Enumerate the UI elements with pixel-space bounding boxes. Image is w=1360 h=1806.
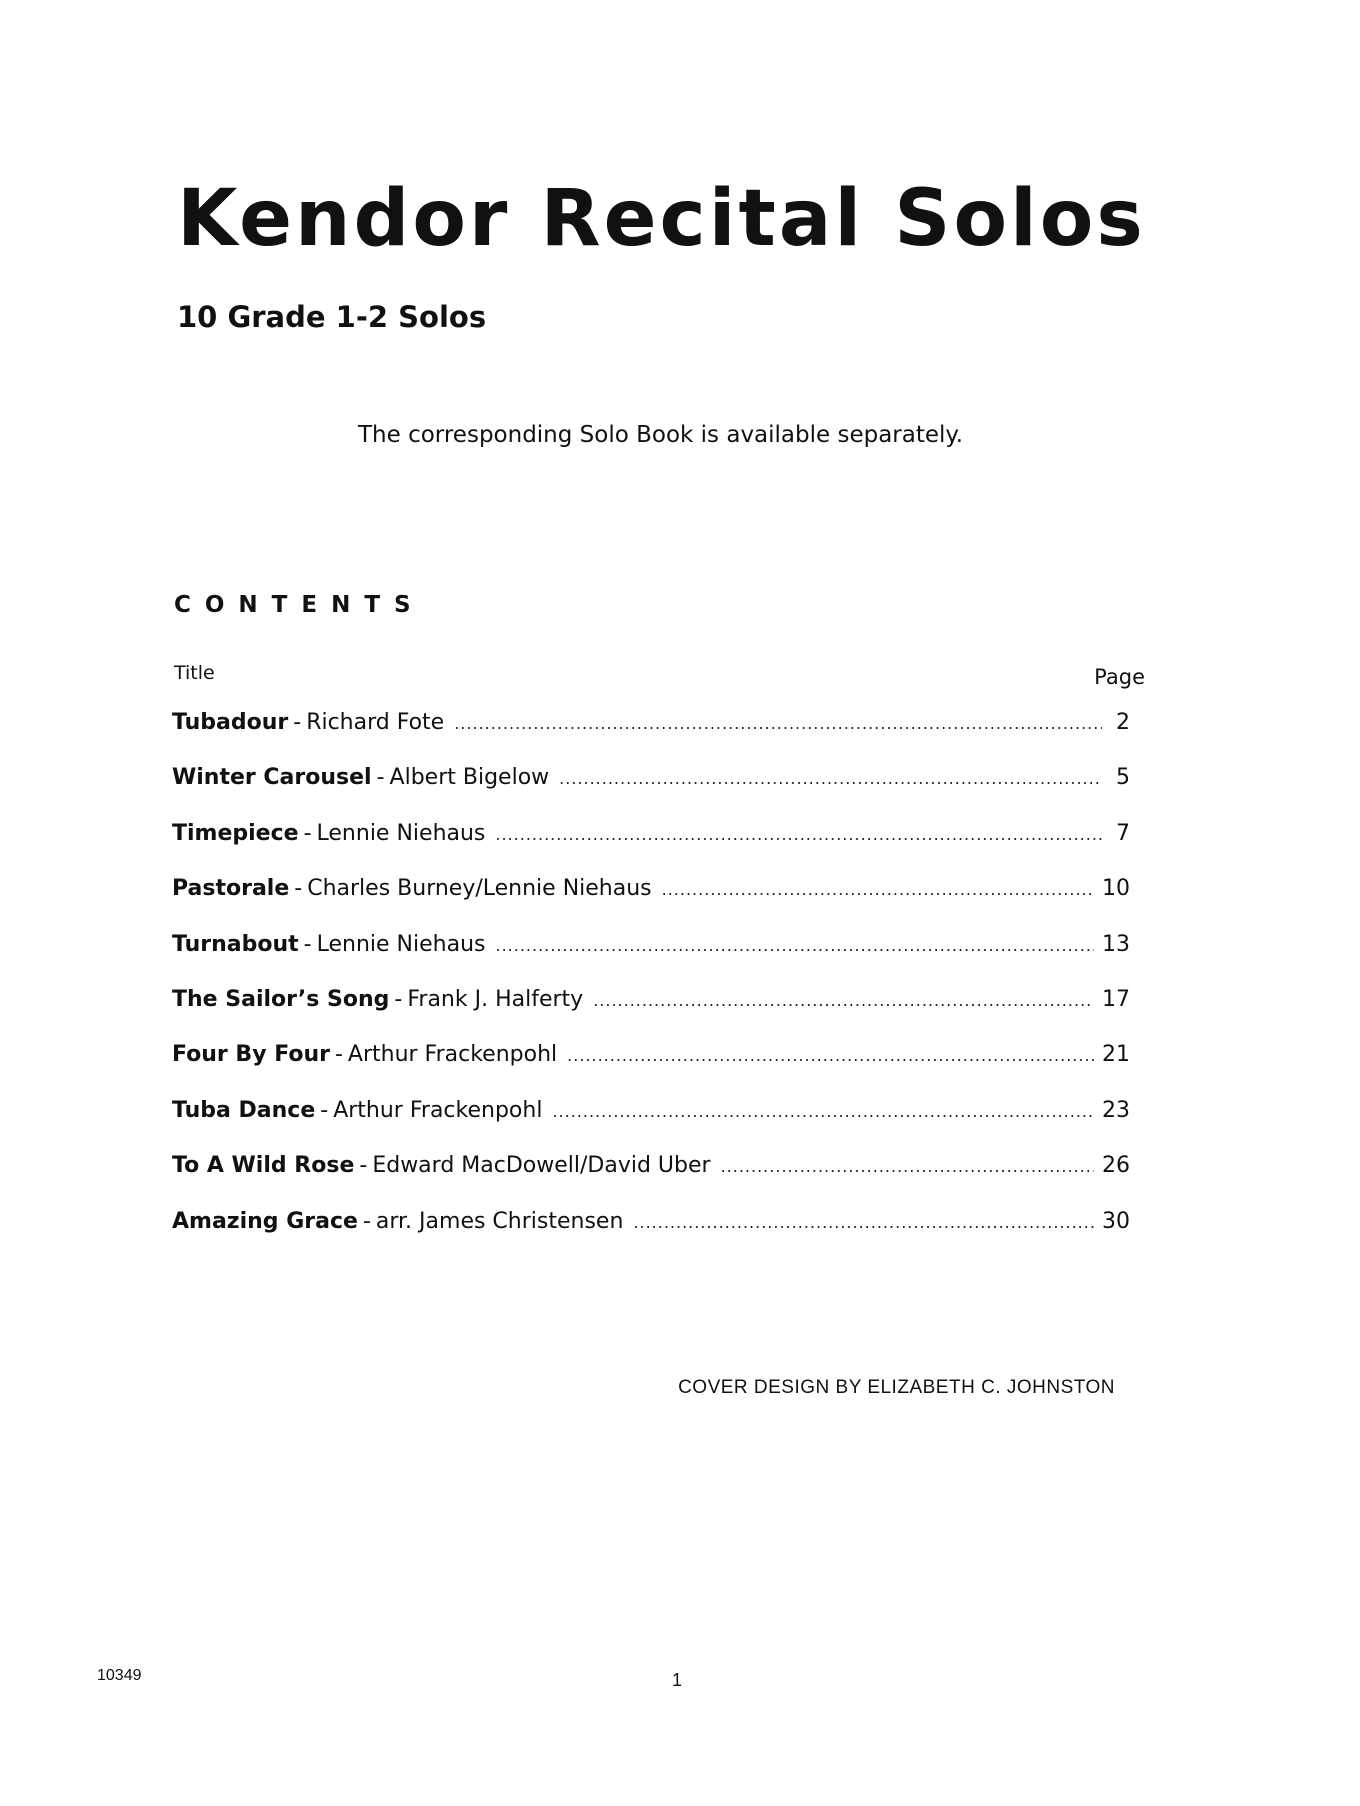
- entry-title: Four By Four: [172, 1042, 330, 1068]
- entry-composer: arr. James Christensen: [375, 1208, 624, 1234]
- dot-leader: [559, 769, 1102, 788]
- entry-page-number: 17: [1102, 986, 1130, 1012]
- page-title: Kendor Recital Solos: [177, 174, 1146, 264]
- entry-title: Pastorale: [172, 876, 290, 902]
- dot-leader: [454, 714, 1102, 733]
- contents-list: [172, 710, 1130, 1264]
- contents-entry: [172, 1209, 1130, 1264]
- dot-leader: [567, 1046, 1094, 1065]
- entry-page-number: 26: [1102, 1153, 1130, 1179]
- dot-leader: [593, 991, 1094, 1010]
- contents-column-title: Title: [174, 662, 215, 684]
- contents-entry: [172, 1153, 1130, 1208]
- contents-entry: [172, 932, 1130, 987]
- entry-composer: Albert Bigelow: [389, 765, 550, 791]
- entry-separator: -: [359, 1153, 368, 1179]
- entry-separator: -: [303, 931, 312, 957]
- dot-leader: [633, 1213, 1094, 1232]
- contents-column-page: Page: [1094, 665, 1145, 689]
- entry-separator: -: [303, 820, 312, 846]
- cover-design-credit: COVER DESIGN BY ELIZABETH C. JOHNSTON: [678, 1377, 1115, 1398]
- entry-title: Winter Carousel: [172, 765, 372, 791]
- page-number: 1: [672, 1670, 683, 1690]
- entry-separator: -: [362, 1208, 371, 1234]
- contents-entry: [172, 1042, 1130, 1097]
- entry-composer: Lennie Niehaus: [316, 820, 486, 846]
- entry-separator: -: [394, 986, 403, 1012]
- entry-page-number: 21: [1102, 1042, 1130, 1068]
- dot-leader: [495, 825, 1102, 844]
- contents-entry: [172, 765, 1130, 820]
- entry-composer: Edward MacDowell/David Uber: [372, 1153, 711, 1179]
- contents-entry: [172, 710, 1130, 765]
- contents-heading: CONTENTS: [174, 592, 425, 618]
- entry-page-number: 30: [1102, 1208, 1130, 1234]
- entry-title: Amazing Grace: [172, 1208, 358, 1234]
- catalog-number: 10349: [97, 1667, 142, 1684]
- page-subtitle: 10 Grade 1-2 Solos: [177, 300, 487, 334]
- entry-separator: -: [293, 710, 302, 735]
- entry-title: To A Wild Rose: [172, 1153, 355, 1179]
- entry-separator: -: [294, 876, 303, 902]
- entry-separator: -: [334, 1042, 343, 1068]
- entry-page-number: 7: [1116, 820, 1130, 846]
- entry-composer: Richard Fote: [306, 710, 445, 735]
- entry-composer: Arthur Frackenpohl: [347, 1042, 558, 1068]
- dot-leader: [552, 1102, 1094, 1121]
- availability-note: The corresponding Solo Book is available separately.: [358, 422, 964, 448]
- dot-leader: [495, 936, 1094, 955]
- contents-entry: [172, 821, 1130, 876]
- contents-entry: [172, 876, 1130, 931]
- entry-title: Timepiece: [172, 820, 299, 846]
- entry-page-number: 5: [1116, 765, 1130, 791]
- entry-separator: -: [320, 1097, 329, 1123]
- entry-title: The Sailor’s Song: [172, 986, 390, 1012]
- contents-entry: [172, 987, 1130, 1042]
- contents-entry: [172, 1098, 1130, 1153]
- dot-leader: [721, 1157, 1094, 1176]
- entry-separator: -: [376, 765, 385, 791]
- entry-composer: Frank J. Halferty: [407, 986, 584, 1012]
- entry-page-number: 2: [1116, 710, 1130, 735]
- entry-page-number: 10: [1102, 876, 1130, 902]
- entry-composer: Arthur Frackenpohl: [333, 1097, 543, 1123]
- entry-page-number: 13: [1102, 931, 1130, 957]
- entry-title: Tuba Dance: [172, 1097, 316, 1123]
- entry-title: Turnabout: [172, 931, 299, 957]
- dot-leader: [662, 880, 1094, 899]
- entry-composer: Lennie Niehaus: [316, 931, 486, 957]
- entry-title: Tubadour: [172, 710, 289, 735]
- entry-page-number: 23: [1102, 1097, 1130, 1123]
- entry-composer: Charles Burney/Lennie Niehaus: [307, 876, 652, 902]
